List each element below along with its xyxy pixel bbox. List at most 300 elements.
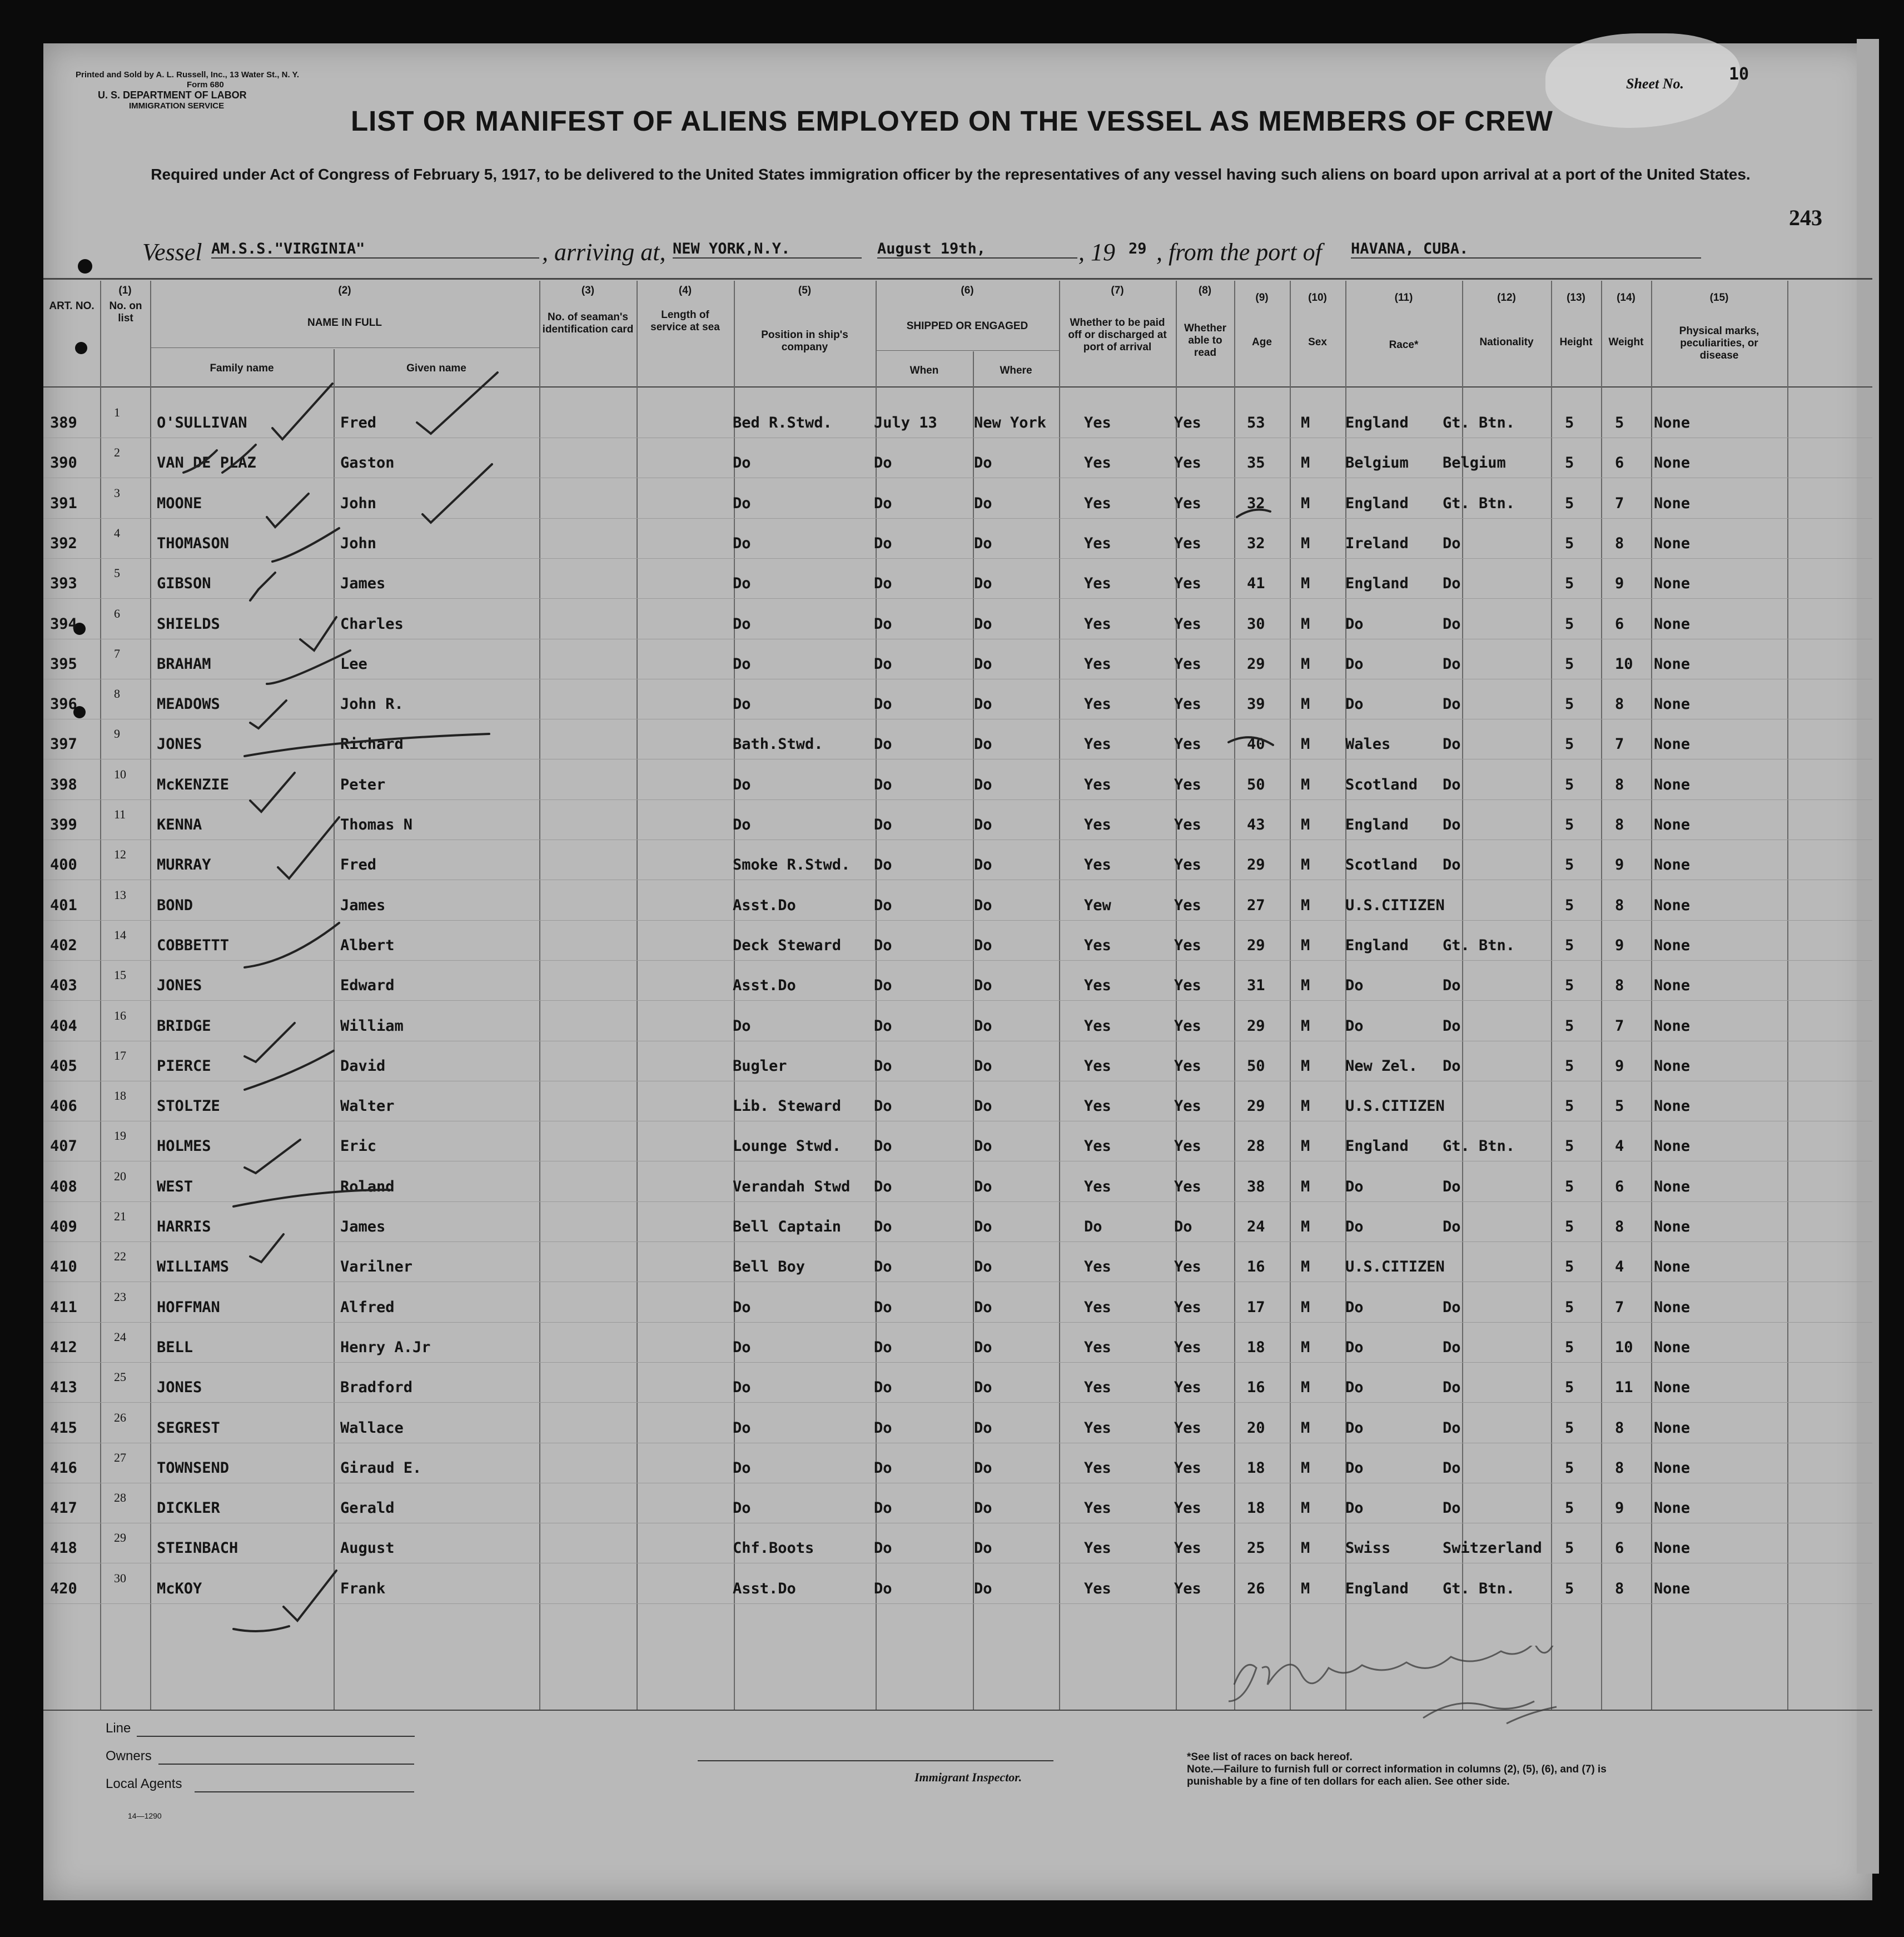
list-number: 1 [114, 405, 120, 419]
given-name: Fred [340, 414, 377, 431]
list-number: 16 [114, 1009, 126, 1022]
height: 5 [1565, 535, 1574, 552]
sex: M [1301, 897, 1310, 914]
shipped-where: Do [974, 1097, 992, 1115]
height: 5 [1565, 615, 1574, 633]
check-mark [267, 650, 350, 684]
nationality: Do [1443, 696, 1461, 713]
able-to-read: Yes [1174, 1138, 1201, 1155]
header-col8-num: (8) [1198, 285, 1212, 296]
list-number: 17 [114, 1049, 126, 1062]
family-name: GIBSON [157, 575, 211, 592]
list-number: 10 [114, 767, 126, 781]
art-number: 397 [50, 736, 77, 753]
able-to-read: Yes [1174, 615, 1201, 633]
family-name: KENNA [157, 816, 202, 833]
paid-off: Yes [1084, 736, 1111, 753]
sex: M [1301, 414, 1310, 431]
list-number: 23 [114, 1290, 126, 1304]
given-name: August [340, 1539, 395, 1557]
list-number: 26 [114, 1410, 126, 1424]
family-name: MURRAY [157, 856, 211, 873]
shipped-when: Do [874, 615, 892, 633]
physical-marks: None [1654, 575, 1691, 592]
shipped-when: Do [874, 1299, 892, 1316]
given-name: Gaston [340, 454, 395, 471]
header-col7: Whether to be paid off or discharged at port of arrival [1068, 317, 1167, 353]
header-col10-num: (10) [1308, 292, 1327, 304]
nationality: Do [1443, 1218, 1461, 1235]
age: 31 [1247, 977, 1265, 994]
age: 26 [1247, 1580, 1265, 1597]
list-number: 22 [114, 1249, 126, 1263]
age: 29 [1247, 937, 1265, 954]
shipped-where: Do [974, 655, 992, 673]
service-name: IMMIGRATION SERVICE [129, 101, 225, 111]
height: 5 [1565, 856, 1574, 873]
height: 5 [1565, 1379, 1574, 1396]
shipped-when: Do [874, 495, 892, 512]
header-col12-num: (12) [1497, 292, 1516, 304]
shipped-where: Do [974, 696, 992, 713]
family-name: JONES [157, 736, 202, 753]
able-to-read: Yes [1174, 1379, 1201, 1396]
age: 17 [1247, 1299, 1265, 1316]
art-number: 395 [50, 655, 77, 673]
paid-off: Yes [1084, 977, 1111, 994]
race: Scotland [1345, 856, 1418, 873]
position: Verandah Stwd [733, 1178, 851, 1195]
department-name: U. S. DEPARTMENT OF LABOR [98, 90, 247, 101]
nationality: Do [1443, 535, 1461, 552]
paid-off: Yes [1084, 937, 1111, 954]
art-number: 410 [50, 1258, 77, 1275]
art-number: 406 [50, 1097, 77, 1115]
header-art-no: ART. NO. [49, 300, 95, 312]
shipped-where: Do [974, 1258, 992, 1275]
able-to-read: Yes [1174, 856, 1201, 873]
shipped-when: Do [874, 1339, 892, 1356]
height: 5 [1565, 454, 1574, 471]
sex: M [1301, 575, 1310, 592]
nationality: Do [1443, 1178, 1461, 1195]
given-name: Gerald [340, 1499, 395, 1517]
family-name: JONES [157, 1379, 202, 1396]
height: 5 [1565, 655, 1574, 673]
art-number: 391 [50, 495, 77, 512]
shipped-when: Do [874, 937, 892, 954]
able-to-read: Yes [1174, 1499, 1201, 1517]
inspector-blank [698, 1760, 1053, 1761]
age: 16 [1247, 1379, 1265, 1396]
given-name: Charles [340, 615, 404, 633]
sex: M [1301, 615, 1310, 633]
race: Do [1345, 1419, 1364, 1437]
race: Wales [1345, 736, 1391, 753]
art-number: 411 [50, 1299, 77, 1316]
list-number: 7 [114, 647, 120, 660]
list-number: 5 [114, 566, 120, 580]
race: U.S.CITIZEN [1345, 1258, 1445, 1275]
position: Bugler [733, 1057, 787, 1075]
race: Do [1345, 1218, 1364, 1235]
able-to-read: Yes [1174, 1299, 1201, 1316]
list-number: 21 [114, 1209, 126, 1223]
given-name: Roland [340, 1178, 395, 1195]
given-name: Walter [340, 1097, 395, 1115]
age: 30 [1247, 615, 1265, 633]
position: Asst.Do [733, 1580, 796, 1597]
header-col15-num: (15) [1709, 292, 1729, 304]
height: 5 [1565, 1258, 1574, 1275]
sex: M [1301, 1580, 1310, 1597]
given-name: Frank [340, 1580, 386, 1597]
physical-marks: None [1654, 1258, 1691, 1275]
list-number: 30 [114, 1571, 126, 1585]
age: 20 [1247, 1419, 1265, 1437]
position: Do [733, 776, 751, 793]
art-number: 417 [50, 1499, 77, 1517]
position: Asst.Do [733, 897, 796, 914]
sex: M [1301, 1379, 1310, 1396]
list-number: 13 [114, 888, 126, 902]
sheet-number: 10 [1729, 64, 1749, 84]
paid-off: Yes [1084, 856, 1111, 873]
position: Do [733, 1339, 751, 1356]
family-name: COBBETTT [157, 937, 230, 954]
header-family-name: Family name [210, 362, 274, 374]
paid-off: Yes [1084, 575, 1111, 592]
art-number: 392 [50, 535, 77, 552]
line-label: Line [106, 1721, 131, 1736]
family-name: DICKLER [157, 1499, 220, 1517]
header-col9-num: (9) [1255, 292, 1269, 304]
shipped-when: Do [874, 1459, 892, 1477]
nationality: Do [1443, 1379, 1461, 1396]
race: U.S.CITIZEN [1345, 1097, 1445, 1115]
given-name: Giraud E. [340, 1459, 422, 1477]
position: Do [733, 1379, 751, 1396]
given-name: Eric [340, 1138, 377, 1155]
age: 18 [1247, 1459, 1265, 1477]
form-code: 14—1290 [128, 1811, 162, 1820]
shipped-when: Do [874, 1539, 892, 1557]
position: Do [733, 575, 751, 592]
shipped-when: Do [874, 1258, 892, 1275]
art-number: 389 [50, 414, 77, 431]
able-to-read: Yes [1174, 1580, 1201, 1597]
physical-marks: None [1654, 1097, 1691, 1115]
list-number: 12 [114, 847, 126, 861]
height: 5 [1565, 414, 1574, 431]
printer-line: Printed and Sold by A. L. Russell, Inc., 13 Water St., N. Y. [76, 70, 300, 80]
height: 5 [1565, 937, 1574, 954]
header-col11: Race* [1389, 339, 1419, 351]
nationality: Switzerland [1443, 1539, 1542, 1557]
physical-marks: None [1654, 1580, 1691, 1597]
paid-off: Yes [1084, 1459, 1111, 1477]
list-number: 9 [114, 727, 120, 741]
race: Do [1345, 1459, 1364, 1477]
sex: M [1301, 1138, 1310, 1155]
able-to-read: Yes [1174, 1017, 1201, 1035]
sex: M [1301, 696, 1310, 713]
art-number: 415 [50, 1419, 77, 1437]
given-name: Varilner [340, 1258, 413, 1275]
shipped-where: New York [974, 414, 1047, 431]
shipped-where: Do [974, 1339, 992, 1356]
height: 5 [1565, 816, 1574, 833]
shipped-where: Do [974, 1218, 992, 1235]
height: 5 [1565, 897, 1574, 914]
family-name: McKOY [157, 1580, 202, 1597]
weight: 7 [1615, 736, 1624, 753]
nationality: Do [1443, 1057, 1461, 1075]
physical-marks: None [1654, 977, 1691, 994]
local-agents-label: Local Agents [106, 1776, 182, 1791]
position: Lib. Steward [733, 1097, 842, 1115]
header-col4-num: (4) [678, 285, 692, 296]
age: 50 [1247, 1057, 1265, 1075]
shipped-where: Do [974, 495, 992, 512]
sex: M [1301, 1057, 1310, 1075]
sex: M [1301, 1299, 1310, 1316]
paid-off: Yes [1084, 816, 1111, 833]
able-to-read: Yes [1174, 495, 1201, 512]
header-col7-num: (7) [1111, 285, 1124, 296]
race: Do [1345, 1299, 1364, 1316]
position: Bell Captain [733, 1218, 842, 1235]
weight: 10 [1615, 655, 1633, 673]
given-name: James [340, 897, 386, 914]
art-number: 402 [50, 937, 77, 954]
list-number: 27 [114, 1451, 126, 1464]
age: 35 [1247, 454, 1265, 471]
race: Ireland [1345, 535, 1409, 552]
art-number: 413 [50, 1379, 77, 1396]
paid-off: Do [1084, 1218, 1102, 1235]
physical-marks: None [1654, 1178, 1691, 1195]
physical-marks: None [1654, 897, 1691, 914]
paid-off: Yes [1084, 615, 1111, 633]
age: 38 [1247, 1178, 1265, 1195]
family-name: O'SULLIVAN [157, 414, 247, 431]
family-name: JONES [157, 977, 202, 994]
paid-off: Yes [1084, 1539, 1111, 1557]
check-mark [284, 1571, 336, 1621]
able-to-read: Yes [1174, 414, 1201, 431]
weight: 8 [1615, 1580, 1624, 1597]
check-mark [245, 734, 489, 756]
paid-off: Yew [1084, 897, 1111, 914]
art-number: 404 [50, 1017, 77, 1035]
shipped-where: Do [974, 1459, 992, 1477]
race: Do [1345, 1339, 1364, 1356]
paid-off: Yes [1084, 535, 1111, 552]
header-col4: Length of service at sea [650, 309, 720, 333]
line-blank [137, 1736, 415, 1737]
position: Do [733, 615, 751, 633]
header-col10: Sex [1308, 336, 1327, 348]
able-to-read: Yes [1174, 937, 1201, 954]
year-suffix: 29 [1129, 240, 1147, 257]
position: Do [733, 535, 751, 552]
sex: M [1301, 495, 1310, 512]
shipped-when: Do [874, 1057, 892, 1075]
physical-marks: None [1654, 1057, 1691, 1075]
position: Do [733, 696, 751, 713]
nationality: Gt. Btn. [1443, 1580, 1515, 1597]
family-name: TOWNSEND [157, 1459, 230, 1477]
nationality: Gt. Btn. [1443, 414, 1515, 431]
position: Deck Steward [733, 937, 842, 954]
check-mark [233, 1626, 289, 1631]
header-col9: Age [1252, 336, 1272, 348]
given-name: Peter [340, 776, 386, 793]
list-number: 28 [114, 1491, 126, 1504]
sex: M [1301, 1097, 1310, 1115]
given-name: Richard [340, 736, 404, 753]
check-mark [272, 384, 332, 439]
given-name: Edward [340, 977, 395, 994]
document-title: LIST OR MANIFEST OF ALIENS EMPLOYED ON THE VESSEL AS MEMBERS OF CREW [351, 105, 1553, 137]
age: 39 [1247, 696, 1265, 713]
given-name: Bradford [340, 1379, 413, 1396]
weight: 8 [1615, 897, 1624, 914]
paid-off: Yes [1084, 495, 1111, 512]
shipped-when: Do [874, 1097, 892, 1115]
check-mark [417, 372, 498, 434]
shipped-where: Do [974, 856, 992, 873]
able-to-read: Yes [1174, 816, 1201, 833]
race: Do [1345, 696, 1364, 713]
art-number: 398 [50, 776, 77, 793]
physical-marks: None [1654, 535, 1691, 552]
paid-off: Yes [1084, 1299, 1111, 1316]
header-col2: NAME IN FULL [307, 317, 382, 329]
page-number: 243 [1789, 205, 1822, 230]
physical-marks: None [1654, 414, 1691, 431]
height: 5 [1565, 1178, 1574, 1195]
able-to-read: Yes [1174, 1178, 1201, 1195]
sex: M [1301, 977, 1310, 994]
list-number: 11 [114, 807, 126, 821]
shipped-when: Do [874, 454, 892, 471]
paid-off: Yes [1084, 1379, 1111, 1396]
physical-marks: None [1654, 495, 1691, 512]
arrival-date: August 19th, [877, 240, 1077, 259]
weight: 9 [1615, 1057, 1624, 1075]
given-name: Fred [340, 856, 377, 873]
age: 29 [1247, 1097, 1265, 1115]
race: England [1345, 937, 1409, 954]
sex: M [1301, 1017, 1310, 1035]
shipped-where: Do [974, 1379, 992, 1396]
shipped-when: Do [874, 776, 892, 793]
paid-off: Yes [1084, 454, 1111, 471]
race: New Zel. [1345, 1057, 1418, 1075]
header-col13: Height [1559, 336, 1593, 348]
physical-marks: None [1654, 1218, 1691, 1235]
shipped-where: Do [974, 615, 992, 633]
weight: 7 [1615, 495, 1624, 512]
header-col3-num: (3) [581, 285, 595, 296]
physical-marks: None [1654, 1539, 1691, 1557]
position: Bath.Stwd. [733, 736, 823, 753]
nationality: Gt. Btn. [1443, 937, 1515, 954]
race: Do [1345, 615, 1364, 633]
able-to-read: Yes [1174, 575, 1201, 592]
age: 25 [1247, 1539, 1265, 1557]
shipped-where: Do [974, 1539, 992, 1557]
check-mark [1237, 510, 1270, 517]
weight: 8 [1615, 1459, 1624, 1477]
age: 28 [1247, 1138, 1265, 1155]
check-mark [250, 773, 295, 812]
shipped-where: Do [974, 1017, 992, 1035]
nationality: Do [1443, 816, 1461, 833]
weight: 7 [1615, 1299, 1624, 1316]
check-mark [267, 494, 309, 527]
weight: 10 [1615, 1339, 1633, 1356]
physical-marks: None [1654, 1138, 1691, 1155]
header-col5: Position in ship's company [761, 329, 848, 353]
nationality: Do [1443, 856, 1461, 873]
header-col14: Weight [1608, 336, 1644, 348]
check-mark [272, 528, 339, 562]
given-name: James [340, 575, 386, 592]
header-where: Where [1000, 365, 1032, 376]
list-number: 24 [114, 1330, 126, 1344]
check-mark [278, 817, 339, 878]
height: 5 [1565, 1218, 1574, 1235]
inspector-signature [1217, 1646, 1651, 1740]
vessel-name: AM.S.S."VIRGINIA" [211, 240, 539, 259]
paid-off: Yes [1084, 1419, 1111, 1437]
shipped-when: Do [874, 1379, 892, 1396]
age: 29 [1247, 1017, 1265, 1035]
header-col15: Physical marks, peculiarities, or disease [1679, 325, 1759, 361]
shipped-when: July 13 [874, 414, 937, 431]
family-name: BRIDGE [157, 1017, 211, 1035]
able-to-read: Yes [1174, 1339, 1201, 1356]
family-name: SHIELDS [157, 615, 220, 633]
shipped-when: Do [874, 1017, 892, 1035]
inspector-label: Immigrant Inspector. [914, 1770, 1022, 1784]
sex: M [1301, 1218, 1310, 1235]
nationality: Do [1443, 575, 1461, 592]
arriving-label: , arriving at, [542, 239, 666, 266]
shipped-where: Do [974, 776, 992, 793]
sex: M [1301, 1539, 1310, 1557]
sex: M [1301, 776, 1310, 793]
given-name: David [340, 1057, 386, 1075]
list-number: 25 [114, 1370, 126, 1384]
weight: 6 [1615, 1178, 1624, 1195]
nationality: Do [1443, 1419, 1461, 1437]
sex: M [1301, 816, 1310, 833]
physical-marks: None [1654, 736, 1691, 753]
sex: M [1301, 937, 1310, 954]
sex: M [1301, 1459, 1310, 1477]
height: 5 [1565, 1459, 1574, 1477]
race: Do [1345, 655, 1364, 673]
family-name: BOND [157, 897, 193, 914]
race: England [1345, 495, 1409, 512]
list-number: 19 [114, 1129, 126, 1143]
header-when: When [909, 365, 939, 376]
height: 5 [1565, 736, 1574, 753]
